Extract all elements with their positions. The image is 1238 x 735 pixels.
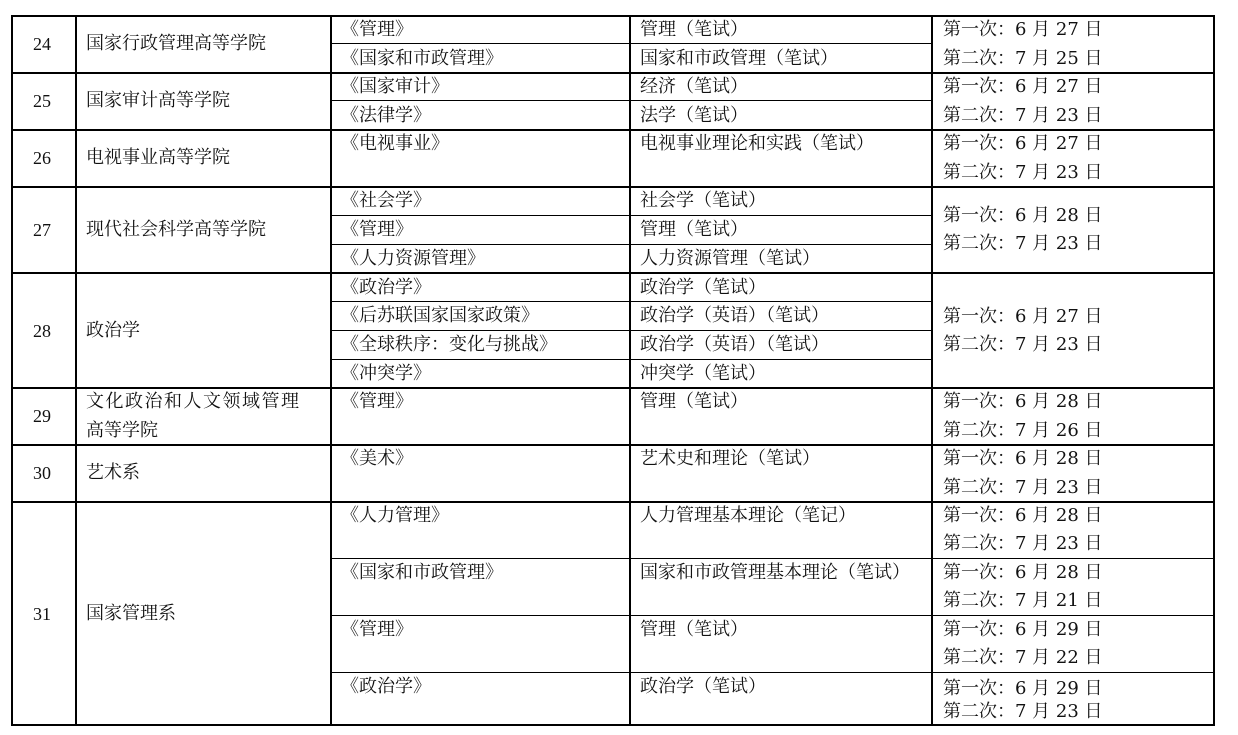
course-name: 《全球秩序：变化与挑战》 [341, 334, 557, 355]
exam-date-first: 第一次：6 月 29 日 [943, 678, 1103, 699]
sub-row-divider [330, 100, 932, 101]
exam-date-first: 第一次：6 月 28 日 [943, 448, 1103, 469]
row-number: 25 [33, 91, 51, 111]
exam-subject: 管理（笔试） [640, 391, 748, 412]
course-name: 《国家和市政管理》 [341, 562, 503, 583]
table-border-left [11, 15, 13, 726]
exam-subject: 社会学（笔试） [640, 190, 766, 211]
row-divider [11, 444, 1215, 446]
exam-date-second: 第二次：7 月 23 日 [943, 477, 1103, 498]
exam-subject: 经济（笔试） [640, 76, 748, 97]
table-border-bottom [11, 724, 1215, 726]
row-number: 24 [33, 34, 51, 54]
sub-row-divider [330, 359, 932, 360]
exam-subject: 国家和市政管理基本理论（笔试） [640, 562, 910, 583]
course-name: 《管理》 [341, 619, 413, 640]
exam-date-second: 第二次：7 月 25 日 [943, 48, 1103, 69]
exam-date-second: 第二次：7 月 23 日 [943, 105, 1103, 126]
institution-name: 国家管理系 [86, 603, 176, 624]
institution-name: 国家行政管理高等学院 [86, 33, 266, 54]
exam-date-second: 第二次：7 月 23 日 [943, 162, 1103, 183]
course-name: 《管理》 [341, 219, 413, 240]
exam-subject: 政治学（英语）（笔试） [640, 334, 829, 355]
sub-row-divider [330, 43, 932, 44]
exam-date-first: 第一次：6 月 27 日 [943, 19, 1103, 40]
course-name: 《人力管理》 [341, 505, 449, 526]
course-name: 《政治学》 [341, 277, 431, 298]
row-number: 31 [33, 604, 51, 624]
course-name: 《法律学》 [341, 105, 431, 126]
row-divider [11, 129, 1215, 131]
exam-date-second: 第二次：7 月 22 日 [943, 647, 1103, 668]
course-name: 《后苏联国家国家政策》 [341, 305, 539, 326]
table-border-right [1213, 15, 1215, 726]
exam-date-second: 第二次：7 月 23 日 [943, 233, 1103, 254]
course-name: 《美术》 [341, 448, 413, 469]
exam-subject: 政治学（笔试） [640, 676, 766, 697]
column-divider-no [75, 15, 77, 726]
exam-subject: 政治学（笔试） [640, 277, 766, 298]
sub-row-divider [330, 244, 932, 245]
row-number: 27 [33, 220, 51, 240]
exam-date-first: 第一次：6 月 27 日 [943, 133, 1103, 154]
course-name: 《管理》 [341, 19, 413, 40]
institution-name-line-1: 文化政治和人文领域管理 [86, 391, 301, 412]
exam-subject: 管理（笔试） [640, 219, 748, 240]
exam-date-second: 第二次：7 月 23 日 [943, 701, 1103, 722]
exam-date-first: 第一次：6 月 28 日 [943, 391, 1103, 412]
institution-name: 政治学 [86, 320, 140, 341]
column-divider-name [330, 15, 332, 726]
exam-subject: 人力管理基本理论（笔记） [640, 505, 856, 526]
exam-subject: 法学（笔试） [640, 105, 748, 126]
exam-subject: 人力资源管理（笔试） [640, 248, 820, 269]
exam-date-first: 第一次：6 月 27 日 [943, 76, 1103, 97]
exam-date-first: 第一次：6 月 28 日 [943, 505, 1103, 526]
exam-subject: 管理（笔试） [640, 19, 748, 40]
sub-row-divider [330, 215, 932, 216]
row-divider [11, 387, 1215, 389]
row-divider [11, 501, 1215, 503]
institution-name: 艺术系 [86, 462, 140, 483]
exam-subject: 冲突学（笔试） [640, 363, 766, 384]
row-divider [11, 72, 1215, 74]
sub-row-divider [330, 558, 1215, 559]
exam-subject: 电视事业理论和实践（笔试） [640, 133, 874, 154]
row-number: 30 [33, 463, 51, 483]
exam-date-first: 第一次：6 月 28 日 [943, 205, 1103, 226]
exam-date-second: 第二次：7 月 23 日 [943, 533, 1103, 554]
course-name: 《政治学》 [341, 676, 431, 697]
course-name: 《社会学》 [341, 190, 431, 211]
exam-date-first: 第一次：6 月 28 日 [943, 562, 1103, 583]
exam-subject: 国家和市政管理（笔试） [640, 48, 838, 69]
institution-name: 现代社会科学高等学院 [86, 219, 266, 240]
exam-date-second: 第二次：7 月 23 日 [943, 334, 1103, 355]
exam-date-first: 第一次：6 月 27 日 [943, 306, 1103, 327]
course-name: 《人力资源管理》 [341, 248, 485, 269]
row-divider [11, 15, 1215, 17]
sub-row-divider [330, 672, 1215, 673]
row-number: 26 [33, 148, 51, 168]
column-divider-exam [931, 15, 933, 726]
row-number: 29 [33, 406, 51, 426]
institution-name: 国家审计高等学院 [86, 90, 230, 111]
institution-name-line-2: 高等学院 [86, 420, 158, 441]
course-name: 《电视事业》 [341, 133, 449, 154]
sub-row-divider [330, 330, 932, 331]
institution-name: 电视事业高等学院 [86, 147, 230, 168]
exam-date-second: 第二次：7 月 26 日 [943, 420, 1103, 441]
course-name: 《冲突学》 [341, 363, 431, 384]
exam-subject: 艺术史和理论（笔试） [640, 448, 820, 469]
exam-subject: 管理（笔试） [640, 619, 748, 640]
sub-row-divider [330, 615, 1215, 616]
column-divider-course [629, 15, 631, 726]
exam-date-second: 第二次：7 月 21 日 [943, 590, 1103, 611]
exam-date-first: 第一次：6 月 29 日 [943, 619, 1103, 640]
course-name: 《国家和市政管理》 [341, 48, 503, 69]
course-name: 《管理》 [341, 391, 413, 412]
row-divider [11, 186, 1215, 188]
row-divider [11, 272, 1215, 274]
exam-subject: 政治学（英语）（笔试） [640, 305, 829, 326]
sub-row-divider [330, 301, 932, 302]
course-name: 《国家审计》 [341, 76, 449, 97]
row-number: 28 [33, 321, 51, 341]
